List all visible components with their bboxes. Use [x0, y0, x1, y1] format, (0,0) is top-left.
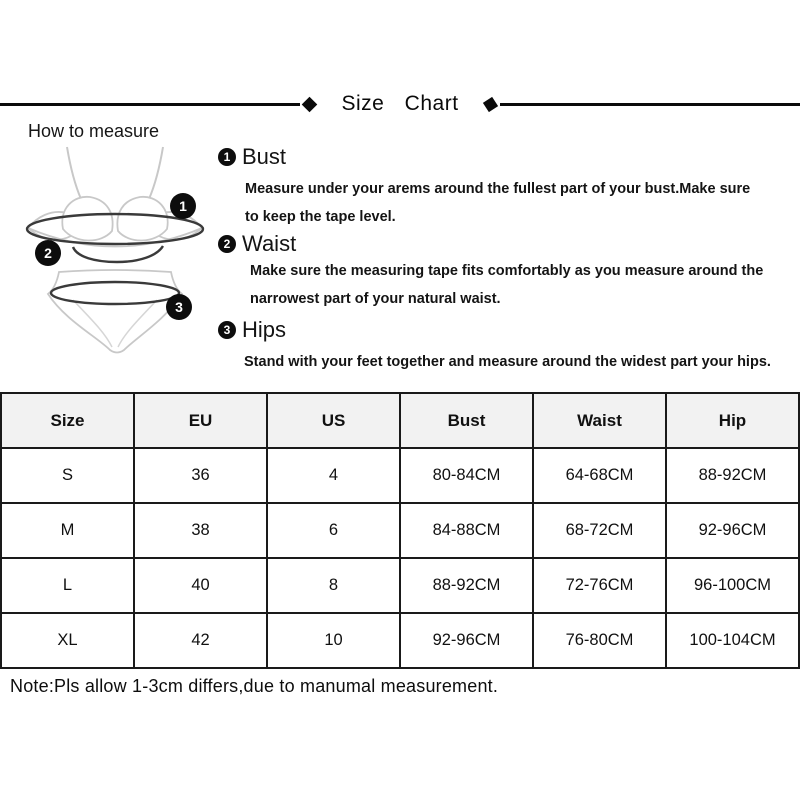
cell: 96-100CM [666, 558, 799, 613]
instruction-text: Stand with your feet together and measure around the widest part your hips. [244, 354, 771, 370]
svg-text:3: 3 [175, 299, 183, 315]
col-header-bust: Bust [400, 393, 533, 448]
instruction-waist [218, 231, 783, 313]
cell: 8 [267, 558, 400, 613]
instruction-bust [218, 144, 783, 231]
figure-marker-1 [170, 193, 196, 219]
cell: 36 [134, 448, 267, 503]
instruction-title: Waist [242, 231, 297, 256]
bikini-illustration-icon [15, 145, 215, 380]
cell: 88-92CM [666, 448, 799, 503]
cell: 84-88CM [400, 503, 533, 558]
title-bar [0, 92, 800, 116]
instruction-hips [218, 317, 783, 376]
figure-marker-2 [35, 240, 61, 266]
table-row-xl [1, 613, 799, 668]
instruction-title: Bust [242, 144, 287, 169]
size-table [0, 392, 800, 669]
table-row-s [1, 448, 799, 503]
instruction-text: narrowest part of your natural waist. [250, 291, 501, 307]
figure-marker-3 [166, 294, 192, 320]
cell: 40 [134, 558, 267, 613]
table-row-l [1, 558, 799, 613]
cell: 92-96CM [666, 503, 799, 558]
circled-number-icon: 1 [218, 148, 236, 166]
col-header-eu: EU [134, 393, 267, 448]
col-header-us: US [267, 393, 400, 448]
instruction-text: Make sure the measuring tape fits comfortably as you measure around the [250, 263, 764, 279]
cell: 80-84CM [400, 448, 533, 503]
title-divider-left [0, 103, 300, 106]
svg-text:2: 2 [44, 245, 52, 261]
instruction-title: Hips [242, 317, 287, 342]
cell: 76-80CM [533, 613, 666, 668]
cell: 4 [267, 448, 400, 503]
col-header-size: Size [1, 393, 134, 448]
cell: 72-76CM [533, 558, 666, 613]
cell: 64-68CM [533, 448, 666, 503]
diamond-icon [302, 96, 318, 112]
measurement-figure [15, 145, 215, 380]
how-to-measure-label: How to measure [28, 121, 160, 141]
cell: 6 [267, 503, 400, 558]
cell: 38 [134, 503, 267, 558]
diamond-icon [482, 96, 497, 111]
cell: L [1, 558, 134, 613]
svg-text:1: 1 [179, 198, 187, 214]
page-title: Size Chart [341, 92, 459, 115]
col-header-waist: Waist [533, 393, 666, 448]
instruction-text: to keep the tape level. [245, 209, 396, 225]
col-header-hip: Hip [666, 393, 799, 448]
cell: M [1, 503, 134, 558]
circled-number-icon: 2 [218, 235, 236, 253]
measurement-note: Note:Pls allow 1-3cm differs,due to manumal measurement. [10, 676, 499, 696]
cell: 88-92CM [400, 558, 533, 613]
size-table-header-row [1, 393, 799, 448]
cell: 42 [134, 613, 267, 668]
circled-number-icon: 3 [218, 321, 236, 339]
cell: 10 [267, 613, 400, 668]
cell: S [1, 448, 134, 503]
title-divider-right [500, 103, 800, 106]
cell: XL [1, 613, 134, 668]
cell: 68-72CM [533, 503, 666, 558]
cell: 100-104CM [666, 613, 799, 668]
instruction-text: Measure under your arems around the fullest part of your bust.Make sure [245, 181, 751, 197]
table-row-m [1, 503, 799, 558]
cell: 92-96CM [400, 613, 533, 668]
